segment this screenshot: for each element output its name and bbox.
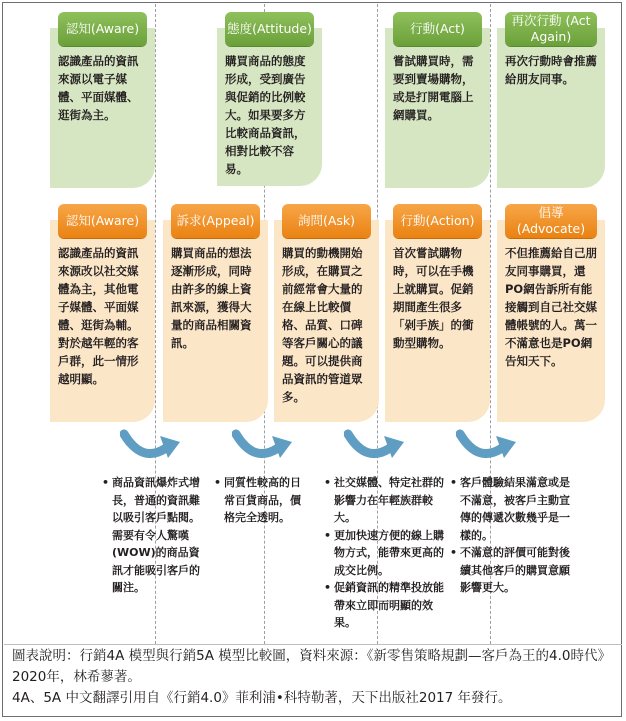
advocate-5a-text: 不但推薦給自己朋友同事購買，還PO網告訴所有能接觸到自己社交媒體帳號的人。萬一不滿意也是PO網告知天下。 [497,220,605,422]
ask-5a-title: 詢問(Ask) [282,204,371,238]
aware-4a-text: 認識產品的資訊來源以電子媒體、平面媒體、逛街為主。 [50,28,155,188]
appeal-5a-text: 購買商品的想法逐漸形成，同時由許多的線上資訊來源，獲得大量的商品相關資訊。 [163,220,268,422]
action-5a-text: 首次嘗試購物時，可以在手機上就購買。促銷期間產生很多「剁手族」的衝動型購物。 [385,220,490,422]
attitude-4a-title: 態度(Attitude) [225,12,314,46]
note-group-4 [450,474,580,597]
aware-5a-title: 認知(Aware) [58,204,147,238]
caption-divider [4,644,622,645]
curved-arrow-icon [344,426,406,466]
act-again-4a-text: 再次行動時會推薦給朋友同事。 [497,28,605,188]
note-item: • 社交媒體、特定社群的影響力在年輕族群較大。 [324,474,444,527]
caption-line-1: 圖表說明：行銷4A 模型與行銷5A 模型比較圖，資料來源：《新零售策略規劃—客戶為王的4.0時代》2020年，林希蓼著。 [12,648,611,685]
appeal-5a-card [163,200,268,422]
attitude-4a-card [217,8,322,186]
note-item: • 客戶體驗結果滿意或是不滿意，被客戶主動宣傳的傳遞次數幾乎是一樣的。 [450,474,580,544]
advocate-5a-card [497,200,605,422]
aware-4a-card [50,8,155,188]
curved-arrow-icon [456,426,518,466]
appeal-5a-title: 訴求(Appeal) [171,204,260,238]
note-group-1 [102,474,202,597]
note-group-2 [214,474,304,527]
note-item: • 更加快速方便的線上購物方式，能帶來更高的成交比例。 [324,527,444,580]
act-4a-card [385,8,490,188]
note-item: • 商品資訊爆炸式增長，普通的資訊難以吸引客戶點閱。需要有令人驚嘆(WOW)的商品資訊才能吸引客戶的關注。 [102,474,202,597]
note-item: • 不滿意的評價可能對後續其他客戶的購買意願影響更大。 [450,544,580,597]
aware-5a-text: 認識產品的資訊來源改以社交媒體為主，其他電子媒體、平面媒體、逛街為輔。對於越年輕的客戶群，此一情形越明顯。 [50,220,155,422]
action-5a-card [385,200,490,422]
curved-arrow-icon [120,426,182,466]
aware-4a-title: 認知(Aware) [58,12,147,46]
act-4a-title: 行動(Act) [393,12,482,46]
action-5a-title: 行動(Action) [393,204,482,238]
ask-5a-card [274,200,379,422]
figure-caption [12,646,612,709]
curved-arrow-icon [232,426,294,466]
ask-5a-text: 購買的動機開始形成，在購買之前經常會大量的在線上比較價格、品質、口碑等客戶關心的議題。可以提供商品資訊的管道眾多。 [274,220,379,422]
attitude-4a-text: 購買商品的態度形成，受到廣告與促銷的比例較大。如果要多方比較商品資訊，相對比較不容易。 [217,28,322,186]
act-again-4a-title: 再次行動 (Act Again) [505,12,597,46]
note-group-3 [324,474,444,632]
note-item: • 同質性較高的日常百貨商品，價格完全透明。 [214,474,304,527]
aware-5a-card [50,200,155,422]
caption-line-2: 4A、5A 中文翻譯引用自《行銷4.0》菲利浦•科特勒著，天下出版社2017 年發行。 [12,690,512,706]
advocate-5a-title: 倡導(Advocate) [505,204,597,238]
act-4a-text: 嘗試購買時，需要到賣場購物，或是打開電腦上網購買。 [385,28,490,188]
act-again-4a-card [497,8,605,188]
note-item: • 促銷資訊的精準投放能帶來立即而明顯的效果。 [324,579,444,632]
